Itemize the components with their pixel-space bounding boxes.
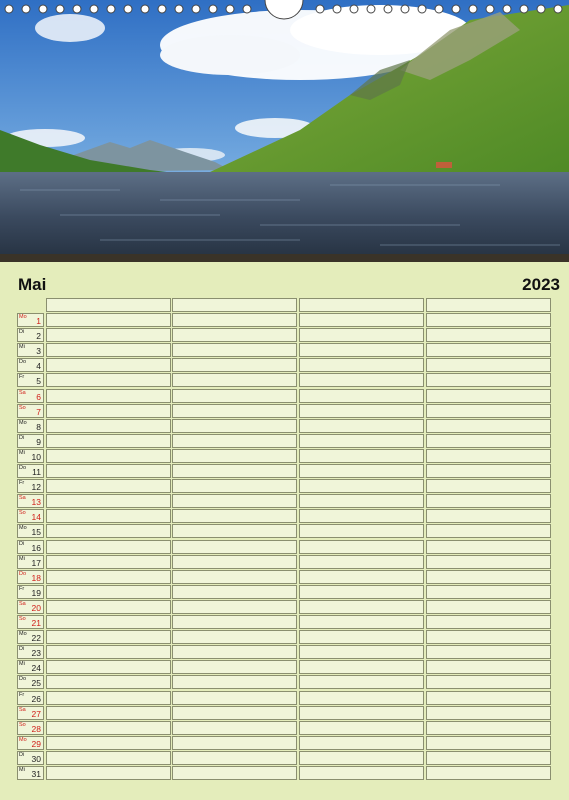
day-label-cell	[17, 313, 44, 327]
entry-cell[interactable]	[46, 675, 171, 689]
day-number: 26	[31, 693, 41, 704]
entry-cell[interactable]	[299, 373, 424, 387]
entry-cell[interactable]	[46, 706, 171, 720]
entry-cell[interactable]	[46, 766, 171, 780]
weekday-label: Sa	[19, 706, 26, 713]
entry-cell[interactable]	[172, 660, 297, 674]
day-label-cell	[17, 328, 44, 342]
day-row	[17, 630, 553, 644]
day-label-cell	[17, 343, 44, 357]
day-row	[17, 540, 553, 554]
day-label-cell	[17, 449, 44, 463]
entry-cell[interactable]	[426, 570, 551, 584]
weekday-label: Di	[19, 434, 25, 441]
entry-cell[interactable]	[46, 509, 171, 523]
column-header-cell[interactable]	[172, 298, 297, 312]
day-row	[17, 706, 553, 720]
day-label-cell	[17, 615, 44, 629]
entry-cell[interactable]	[299, 389, 424, 403]
day-label-cell	[17, 404, 44, 418]
day-number: 16	[31, 542, 41, 553]
day-number: 13	[31, 497, 41, 508]
entry-cell[interactable]	[299, 434, 424, 448]
entry-cell[interactable]	[172, 540, 297, 554]
weekday-label: Do	[19, 359, 27, 366]
entry-cell[interactable]	[46, 389, 171, 403]
entry-cell[interactable]	[299, 328, 424, 342]
entry-cell[interactable]	[46, 464, 171, 478]
day-row	[17, 691, 553, 705]
entry-cell[interactable]	[426, 630, 551, 644]
entry-cell[interactable]	[299, 570, 424, 584]
day-row	[17, 464, 553, 478]
entry-cell[interactable]	[172, 464, 297, 478]
day-row	[17, 675, 553, 689]
entry-cell[interactable]	[46, 373, 171, 387]
entry-cell[interactable]	[46, 751, 171, 765]
day-number: 28	[31, 723, 41, 734]
day-label-cell	[17, 419, 44, 433]
weekday-label: Sa	[19, 600, 26, 607]
day-number: 17	[31, 557, 41, 568]
entry-cell[interactable]	[426, 585, 551, 599]
entry-cell[interactable]	[426, 389, 551, 403]
entry-cell[interactable]	[46, 449, 171, 463]
day-label-cell	[17, 570, 44, 584]
day-label-cell	[17, 766, 44, 780]
day-row	[17, 736, 553, 750]
entry-cell[interactable]	[172, 570, 297, 584]
entry-cell[interactable]	[426, 540, 551, 554]
day-number: 1	[36, 316, 41, 326]
day-number: 23	[31, 648, 41, 659]
entry-cell[interactable]	[172, 358, 297, 372]
day-label-cell	[17, 389, 44, 403]
weekday-label: Sa	[19, 495, 26, 502]
day-number: 6	[36, 391, 41, 402]
day-label-cell	[17, 358, 44, 372]
entry-cell[interactable]	[172, 615, 297, 629]
year-title: 2023	[522, 275, 560, 294]
weekday-label: Di	[19, 751, 25, 758]
day-label-cell	[17, 540, 44, 554]
column-header-cell[interactable]	[46, 298, 171, 312]
entry-cell[interactable]	[172, 343, 297, 357]
entry-cell[interactable]	[46, 555, 171, 569]
day-row	[17, 358, 553, 372]
weekday-label: Mi	[19, 767, 25, 773]
day-number: 22	[31, 633, 41, 644]
spiral-binding	[0, 0, 569, 20]
day-number: 18	[31, 572, 41, 583]
month-title: Mai	[18, 275, 47, 294]
day-label-cell	[17, 675, 44, 689]
weekday-label: Di	[19, 646, 25, 653]
entry-cell[interactable]	[299, 615, 424, 629]
entry-cell[interactable]	[426, 555, 551, 569]
weekday-label: So	[19, 721, 26, 728]
entry-cell[interactable]	[46, 660, 171, 674]
day-row	[17, 660, 553, 674]
entry-cell[interactable]	[172, 373, 297, 387]
column-header-cell[interactable]	[426, 298, 551, 312]
entry-cell[interactable]	[172, 524, 297, 538]
day-number: 14	[31, 512, 41, 523]
entry-cell[interactable]	[299, 675, 424, 689]
day-label-cell	[17, 691, 44, 705]
entry-cell[interactable]	[46, 404, 171, 418]
entry-cell[interactable]	[299, 555, 424, 569]
weekday-label: Mi	[19, 449, 25, 456]
day-number: 8	[36, 421, 41, 432]
entry-cell[interactable]	[172, 736, 297, 750]
entry-cell[interactable]	[426, 751, 551, 765]
entry-cell[interactable]	[299, 524, 424, 538]
entry-cell[interactable]	[46, 524, 171, 538]
day-number: 3	[36, 346, 41, 357]
day-number: 21	[31, 618, 41, 628]
day-number: 27	[31, 708, 41, 719]
entry-cell[interactable]	[426, 615, 551, 629]
entry-cell[interactable]	[46, 645, 171, 659]
day-row	[17, 343, 553, 357]
day-row	[17, 389, 553, 403]
entry-cell[interactable]	[299, 736, 424, 750]
day-row	[17, 570, 553, 584]
day-number: 15	[31, 527, 41, 538]
day-row	[17, 328, 553, 342]
day-row	[17, 751, 553, 765]
weekday-label: Mi	[19, 344, 25, 351]
entry-cell[interactable]	[426, 509, 551, 523]
day-label-cell	[17, 509, 44, 523]
entry-cell[interactable]	[172, 751, 297, 765]
weekday-label: So	[19, 616, 26, 622]
entry-cell[interactable]	[299, 645, 424, 659]
entry-cell[interactable]	[299, 419, 424, 433]
day-label-cell	[17, 630, 44, 644]
day-row	[17, 313, 553, 327]
entry-cell[interactable]	[172, 328, 297, 342]
entry-cell[interactable]	[426, 494, 551, 508]
weekday-label: Di	[19, 540, 25, 547]
day-number: 7	[36, 406, 41, 417]
entry-cell[interactable]	[426, 766, 551, 780]
entry-cell[interactable]	[46, 630, 171, 644]
weekday-label: Fr	[19, 374, 25, 381]
day-label-cell	[17, 373, 44, 387]
entry-cell[interactable]	[46, 434, 171, 448]
entry-cell[interactable]	[172, 479, 297, 493]
entry-cell[interactable]	[46, 691, 171, 705]
day-label-cell	[17, 555, 44, 569]
entry-cell[interactable]	[426, 404, 551, 418]
weekday-label: Fr	[19, 480, 25, 487]
day-row	[17, 479, 553, 493]
day-row	[17, 434, 553, 448]
entry-cell[interactable]	[299, 706, 424, 720]
entry-cell[interactable]	[172, 555, 297, 569]
entry-cell[interactable]	[46, 358, 171, 372]
weekday-label: Mo	[19, 736, 27, 743]
entry-cell[interactable]	[172, 645, 297, 659]
day-label-cell	[17, 464, 44, 478]
entry-cell[interactable]	[299, 721, 424, 735]
day-label-cell	[17, 524, 44, 538]
day-label-cell	[17, 706, 44, 720]
entry-cell[interactable]	[46, 570, 171, 584]
entry-cell[interactable]	[299, 313, 424, 327]
landscape-photo	[0, 0, 569, 262]
weekday-label: So	[19, 510, 26, 517]
entry-cell[interactable]	[172, 509, 297, 523]
entry-cell[interactable]	[46, 313, 171, 327]
entry-cell[interactable]	[426, 358, 551, 372]
entry-cell[interactable]	[426, 434, 551, 448]
entry-cell[interactable]	[426, 343, 551, 357]
day-row	[17, 509, 553, 523]
entry-cell[interactable]	[426, 449, 551, 463]
day-number: 10	[31, 451, 41, 462]
weekday-label: Sa	[19, 389, 26, 396]
weekday-label: Do	[19, 465, 27, 471]
entry-cell[interactable]	[172, 494, 297, 508]
day-label-cell	[17, 585, 44, 599]
day-label-cell	[17, 479, 44, 493]
day-row	[17, 600, 553, 614]
day-number: 2	[36, 331, 41, 342]
entry-cell[interactable]	[299, 660, 424, 674]
entry-cell[interactable]	[172, 313, 297, 327]
day-row	[17, 555, 553, 569]
entry-cell[interactable]	[172, 585, 297, 599]
entry-cell[interactable]	[299, 404, 424, 418]
entry-cell[interactable]	[172, 766, 297, 780]
entry-cell[interactable]	[426, 328, 551, 342]
day-number: 20	[31, 602, 41, 613]
entry-cell[interactable]	[426, 464, 551, 478]
day-row	[17, 585, 553, 599]
weekday-label: Do	[19, 676, 27, 683]
entry-cell[interactable]	[426, 373, 551, 387]
entry-cell[interactable]	[46, 343, 171, 357]
entry-cell[interactable]	[172, 721, 297, 735]
entry-cell[interactable]	[426, 706, 551, 720]
day-row	[17, 494, 553, 508]
entry-cell[interactable]	[172, 434, 297, 448]
entry-cell[interactable]	[172, 419, 297, 433]
column-header-cell[interactable]	[299, 298, 424, 312]
weekday-label: Mi	[19, 661, 25, 668]
day-row	[17, 615, 553, 629]
entry-cell[interactable]	[46, 328, 171, 342]
entry-cell[interactable]	[299, 464, 424, 478]
weekday-label: Mo	[19, 525, 27, 532]
day-row	[17, 645, 553, 659]
entry-cell[interactable]	[299, 479, 424, 493]
entry-cell[interactable]	[299, 343, 424, 357]
entry-cell[interactable]	[426, 660, 551, 674]
weekday-label: Mi	[19, 555, 25, 562]
entry-cell[interactable]	[46, 540, 171, 554]
day-number: 25	[31, 678, 41, 689]
weekday-label: So	[19, 404, 26, 411]
day-label-cell	[17, 600, 44, 614]
entry-cell[interactable]	[46, 736, 171, 750]
entry-cell[interactable]	[426, 721, 551, 735]
entry-cell[interactable]	[426, 645, 551, 659]
entry-cell[interactable]	[426, 736, 551, 750]
day-number: 31	[31, 769, 41, 779]
weekday-label: Fr	[19, 585, 25, 592]
entry-cell[interactable]	[426, 691, 551, 705]
entry-cell[interactable]	[46, 585, 171, 599]
day-number: 19	[31, 587, 41, 598]
day-label-cell	[17, 645, 44, 659]
entry-cell[interactable]	[299, 494, 424, 508]
entry-cell[interactable]	[426, 675, 551, 689]
entry-cell[interactable]	[299, 509, 424, 523]
day-row	[17, 404, 553, 418]
day-number: 30	[31, 753, 41, 764]
entry-cell[interactable]	[299, 449, 424, 463]
entry-cell[interactable]	[172, 691, 297, 705]
day-label-cell	[17, 736, 44, 750]
day-row	[17, 419, 553, 433]
day-label-cell	[17, 494, 44, 508]
entry-cell[interactable]	[172, 630, 297, 644]
day-row	[17, 373, 553, 387]
day-number: 4	[36, 361, 41, 372]
entry-cell[interactable]	[172, 449, 297, 463]
weekday-label: Mo	[19, 314, 27, 320]
day-label-cell	[17, 660, 44, 674]
day-label-cell	[17, 721, 44, 735]
day-number: 5	[36, 376, 41, 387]
entry-cell[interactable]	[299, 630, 424, 644]
entry-cell[interactable]	[46, 479, 171, 493]
entry-cell[interactable]	[46, 600, 171, 614]
entry-cell[interactable]	[426, 479, 551, 493]
day-row	[17, 721, 553, 735]
weekday-label: Di	[19, 329, 25, 336]
entry-cell[interactable]	[426, 313, 551, 327]
entry-cell[interactable]	[172, 600, 297, 614]
entry-cell[interactable]	[426, 600, 551, 614]
day-label-cell	[17, 751, 44, 765]
entry-cell[interactable]	[299, 358, 424, 372]
day-row	[17, 524, 553, 538]
weekday-label: Fr	[19, 691, 25, 698]
weekday-label: Mo	[19, 631, 27, 638]
entry-cell[interactable]	[46, 615, 171, 629]
weekday-label: Do	[19, 570, 27, 577]
day-label-cell	[17, 434, 44, 448]
entry-cell[interactable]	[46, 419, 171, 433]
entry-cell[interactable]	[299, 691, 424, 705]
entry-cell[interactable]	[299, 540, 424, 554]
entry-cell[interactable]	[426, 419, 551, 433]
entry-cell[interactable]	[46, 721, 171, 735]
weekday-label: Mo	[19, 419, 27, 426]
entry-cell[interactable]	[172, 389, 297, 403]
entry-cell[interactable]	[299, 766, 424, 780]
entry-cell[interactable]	[46, 494, 171, 508]
day-row	[17, 449, 553, 463]
entry-cell[interactable]	[299, 600, 424, 614]
column-header-row	[17, 298, 553, 312]
day-number: 12	[31, 482, 41, 493]
entry-cell[interactable]	[172, 675, 297, 689]
day-number: 11	[32, 467, 41, 477]
entry-cell[interactable]	[172, 404, 297, 418]
entry-cell[interactable]	[426, 524, 551, 538]
day-number: 29	[31, 738, 41, 749]
entry-cell[interactable]	[172, 706, 297, 720]
day-row	[17, 766, 553, 780]
day-number: 24	[31, 663, 41, 674]
day-number: 9	[36, 436, 41, 447]
entry-cell[interactable]	[299, 751, 424, 765]
entry-cell[interactable]	[299, 585, 424, 599]
